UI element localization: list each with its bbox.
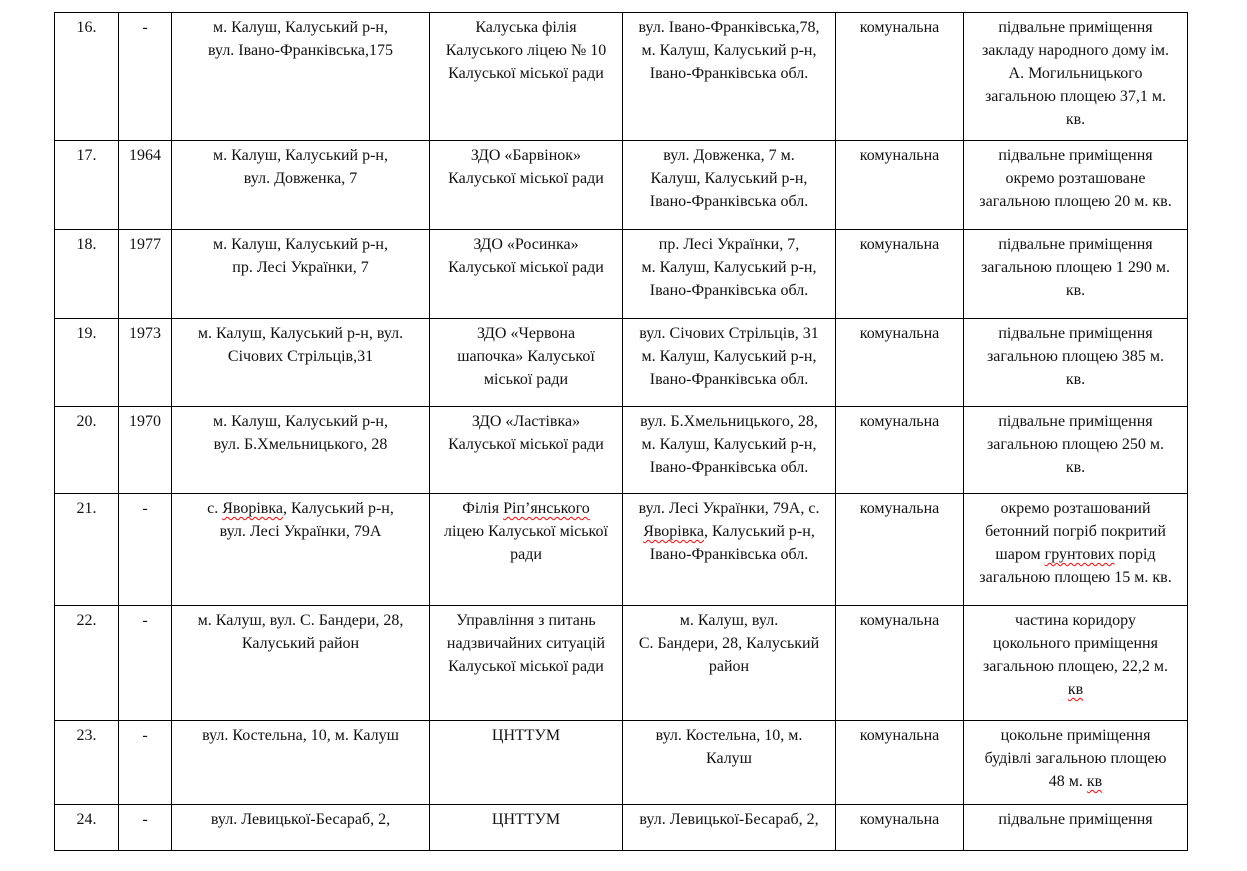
cell-line: Калуської міської ради — [448, 259, 604, 276]
cell-line — [967, 724, 1184, 747]
cell-line: кв. — [1065, 459, 1086, 476]
cell-year-built[interactable] — [119, 13, 172, 141]
cell-line — [967, 747, 1184, 770]
cell-premises-description[interactable] — [964, 606, 1188, 721]
cell-line: м. Калуш, вул. — [679, 612, 779, 629]
cell-line: вул. Левицької-Бесараб, 2, — [639, 811, 819, 828]
cell-line: кв. — [1065, 111, 1086, 128]
cell-line: 17. — [76, 147, 97, 164]
cell-row-number[interactable] — [55, 805, 119, 851]
cell-premises-description[interactable] — [964, 319, 1188, 407]
cell-line — [967, 497, 1184, 520]
cell-ownership-form[interactable] — [836, 721, 964, 805]
cell-line: підвальне приміщення — [998, 811, 1153, 828]
cell-line: - — [142, 811, 148, 828]
cell-line: надзвичайних ситуацій — [446, 635, 606, 652]
cell-line — [967, 609, 1184, 632]
cell-line: загальною площею 20 м. кв. — [979, 193, 1172, 210]
cell-line: 20. — [76, 413, 97, 430]
misspelled-word: кв — [1067, 681, 1084, 698]
cell-line: Калуська філія — [475, 19, 577, 36]
text-segment: цокольне приміщення — [1000, 727, 1151, 744]
cell-line: міської ради — [483, 371, 569, 388]
cell-row-number[interactable] — [55, 407, 119, 494]
text-segment: 48 м. — [1048, 773, 1087, 790]
cell-line: загальною площею 385 м. — [986, 348, 1165, 365]
cell-line — [626, 520, 832, 543]
cell-year-built[interactable] — [119, 606, 172, 721]
text-segment: вул. Лесі Українки, 79А — [219, 523, 382, 540]
table-row — [55, 606, 1188, 721]
cell-ownership-form[interactable] — [836, 319, 964, 407]
cell-line: пр. Лесі Українки, 7 — [232, 259, 369, 276]
cell-year-built[interactable] — [119, 805, 172, 851]
cell-line: Івано-Франківська обл. — [649, 193, 809, 210]
cell-line: 22. — [76, 612, 97, 629]
cell-year-built[interactable] — [119, 319, 172, 407]
cell-line: 1970 — [129, 413, 161, 430]
cell-line: Калуського ліцею № 10 — [445, 42, 607, 59]
cell-row-number[interactable] — [55, 230, 119, 319]
cell-premises-description[interactable] — [964, 13, 1188, 141]
cell-ownership-form[interactable] — [836, 407, 964, 494]
cell-line: підвальне приміщення — [998, 413, 1153, 430]
cell-institution-name[interactable] — [430, 141, 623, 230]
cell-line: Калуш — [705, 750, 752, 767]
cell-line — [433, 520, 619, 543]
cell-line: - — [142, 500, 148, 517]
text-segment: порід — [1114, 546, 1156, 563]
cell-line: Івано-Франківська обл. — [649, 459, 809, 476]
cell-line — [433, 543, 619, 566]
cell-line: м. Калуш, Калуський р-н, — [641, 259, 817, 276]
cell-line: 23. — [76, 727, 97, 744]
cell-object-address[interactable] — [172, 606, 430, 721]
cell-line — [626, 543, 832, 566]
cell-line: м. Калуш, Калуський р-н, — [212, 19, 388, 36]
table-row — [55, 141, 1188, 230]
cell-line: пр. Лесі Українки, 7, — [658, 236, 800, 253]
cell-premises-description[interactable] — [964, 721, 1188, 805]
cell-line: комунальна — [859, 811, 940, 828]
cell-line: 16. — [76, 19, 97, 36]
cell-premises-description[interactable] — [964, 230, 1188, 319]
cell-line: м. Калуш, Калуський р-н, — [641, 436, 817, 453]
cell-line: ЗДО «Росинка» — [473, 236, 579, 253]
cell-line: - — [142, 727, 148, 744]
cell-object-address[interactable] — [172, 721, 430, 805]
cell-line: Калуської міської ради — [448, 65, 604, 82]
cell-year-built[interactable] — [119, 721, 172, 805]
cell-line — [433, 497, 619, 520]
cell-line: 21. — [76, 500, 97, 517]
cell-line: Калуської міської ради — [448, 170, 604, 187]
cell-institution-name[interactable] — [430, 13, 623, 141]
cell-row-number[interactable] — [55, 606, 119, 721]
property-table — [54, 12, 1188, 851]
text-segment: цокольного приміщення — [993, 635, 1158, 652]
cell-line: Калуської міської ради — [448, 436, 604, 453]
cell-line: вул. Левицької-Бесараб, 2, — [210, 811, 391, 828]
cell-line: підвальне приміщення — [998, 19, 1153, 36]
text-segment: Філія — [462, 500, 504, 517]
cell-line: - — [142, 19, 148, 36]
cell-line: м. Калуш, вул. С. Бандери, 28, — [197, 612, 404, 629]
cell-line: комунальна — [859, 612, 940, 629]
text-segment: вул. Лесі Українки, 79А, с. — [638, 500, 820, 517]
cell-line: комунальна — [859, 500, 940, 517]
cell-line: кв. — [1065, 282, 1086, 299]
cell-line — [626, 497, 832, 520]
cell-premises-address[interactable] — [623, 13, 836, 141]
cell-line: комунальна — [859, 727, 940, 744]
cell-line: ЗДО «Барвінок» — [470, 147, 582, 164]
text-segment: , Калуський р-н, — [282, 500, 394, 517]
cell-year-built[interactable] — [119, 494, 172, 606]
cell-line: ЗДО «Червона — [476, 325, 576, 342]
cell-line — [967, 632, 1184, 655]
table-row — [55, 805, 1188, 851]
cell-line: вул. Б.Хмельницького, 28, — [640, 413, 818, 430]
cell-line: Управління з питань — [456, 612, 596, 629]
text-segment: частина коридору — [1015, 612, 1136, 629]
cell-line: загальною площею 37,1 м. — [984, 88, 1167, 105]
cell-institution-name[interactable] — [430, 606, 623, 721]
cell-line: підвальне приміщення — [998, 325, 1153, 342]
cell-institution-name[interactable] — [430, 319, 623, 407]
cell-institution-name[interactable] — [430, 494, 623, 606]
misspelled-word: Яворівка — [643, 523, 704, 540]
text-segment: загальною площею, 22,2 м. — [982, 658, 1169, 675]
cell-line: Івано-Франківська обл. — [649, 282, 809, 299]
cell-line: м. Калуш, Калуський р-н, вул. — [197, 325, 404, 342]
table-row — [55, 721, 1188, 805]
cell-ownership-form[interactable] — [836, 230, 964, 319]
cell-line: 24. — [76, 811, 97, 828]
misspelled-word: грунтових — [1044, 546, 1115, 563]
cell-year-built[interactable] — [119, 141, 172, 230]
cell-line: м. Калуш, Калуський р-н, — [212, 413, 388, 430]
cell-object-address[interactable] — [172, 319, 430, 407]
cell-ownership-form[interactable] — [836, 494, 964, 606]
cell-line: м. Калуш, Калуський р-н, — [641, 348, 817, 365]
cell-line: ЦНТТУМ — [491, 811, 561, 828]
cell-line — [967, 543, 1184, 566]
cell-line: комунальна — [859, 413, 940, 430]
cell-institution-name[interactable] — [430, 407, 623, 494]
table-row — [55, 13, 1188, 141]
cell-premises-address[interactable] — [623, 494, 836, 606]
text-segment: , Калуський р-н, — [703, 523, 815, 540]
cell-line: - — [142, 612, 148, 629]
text-segment: шаром — [995, 546, 1045, 563]
cell-object-address[interactable] — [172, 13, 430, 141]
cell-line — [175, 497, 426, 520]
table-row — [55, 494, 1188, 606]
cell-line: 19. — [76, 325, 97, 342]
cell-line: м. Калуш, Калуський р-н, — [212, 147, 388, 164]
cell-year-built[interactable] — [119, 230, 172, 319]
cell-premises-address[interactable] — [623, 805, 836, 851]
cell-year-built[interactable] — [119, 407, 172, 494]
table-body — [55, 13, 1188, 851]
cell-line: вул. Довженка, 7 — [243, 170, 358, 187]
cell-institution-name[interactable] — [430, 230, 623, 319]
cell-premises-description[interactable] — [964, 407, 1188, 494]
cell-line: Івано-Франківська обл. — [649, 65, 809, 82]
cell-line: комунальна — [859, 236, 940, 253]
cell-line: ЦНТТУМ — [491, 727, 561, 744]
cell-line: закладу народного дому ім. — [981, 42, 1170, 59]
cell-ownership-form[interactable] — [836, 13, 964, 141]
cell-line: Калуш, Калуський р-н, — [650, 170, 808, 187]
cell-line: С. Бандери, 28, Калуський — [638, 635, 820, 652]
cell-row-number[interactable] — [55, 494, 119, 606]
cell-line: комунальна — [859, 325, 940, 342]
cell-ownership-form[interactable] — [836, 805, 964, 851]
cell-line: ЗДО «Ластівка» — [471, 413, 581, 430]
cell-premises-address[interactable] — [623, 721, 836, 805]
text-segment: ради — [510, 546, 542, 563]
cell-line — [967, 655, 1184, 678]
cell-object-address[interactable] — [172, 141, 430, 230]
cell-object-address[interactable] — [172, 805, 430, 851]
cell-line: Калуської міської ради — [448, 658, 604, 675]
text-segment: бетонний погріб покритий — [985, 523, 1166, 540]
cell-line: м. Калуш, Калуський р-н, — [212, 236, 388, 253]
cell-premises-address[interactable] — [623, 606, 836, 721]
cell-line: підвальне приміщення — [998, 147, 1153, 164]
cell-row-number[interactable] — [55, 319, 119, 407]
cell-premises-description[interactable] — [964, 494, 1188, 606]
cell-line: район — [708, 658, 750, 675]
cell-institution-name[interactable] — [430, 721, 623, 805]
cell-line: вул. Костельна, 10, м. — [655, 727, 803, 744]
cell-ownership-form[interactable] — [836, 141, 964, 230]
misspelled-word: Яворівка — [222, 500, 283, 517]
cell-line: шапочка» Калуської — [457, 348, 595, 365]
cell-institution-name[interactable] — [430, 805, 623, 851]
cell-line: комунальна — [859, 19, 940, 36]
misspelled-word: Ріп’янського — [503, 500, 590, 517]
cell-line — [967, 520, 1184, 543]
cell-line: 18. — [76, 236, 97, 253]
misspelled-word: кв — [1086, 773, 1103, 790]
cell-row-number[interactable] — [55, 141, 119, 230]
cell-line: загальною площею 1 290 м. — [980, 259, 1171, 276]
text-segment: будівлі загальною площею — [984, 750, 1167, 767]
cell-line: Січових Стрільців,31 — [227, 348, 374, 365]
text-segment: загальною площею 15 м. кв. — [979, 569, 1172, 586]
cell-line: вул. Січових Стрільців, 31 — [639, 325, 819, 342]
cell-line: 1973 — [129, 325, 161, 342]
text-segment: ліцею Калуської міської — [444, 523, 608, 540]
text-segment: окремо розташований — [1000, 500, 1151, 517]
cell-object-address[interactable] — [172, 230, 430, 319]
cell-object-address[interactable] — [172, 407, 430, 494]
cell-line — [967, 566, 1184, 589]
cell-line: вул. Івано-Франківська,78, — [638, 19, 820, 36]
cell-line: Калуський район — [241, 635, 360, 652]
cell-line: 1964 — [129, 147, 161, 164]
cell-line: кв. — [1065, 371, 1086, 388]
table-row — [55, 319, 1188, 407]
cell-premises-description[interactable] — [964, 805, 1188, 851]
cell-line: Івано-Франківська обл. — [649, 371, 809, 388]
cell-line: вул. Б.Хмельницького, 28 — [213, 436, 388, 453]
cell-line: підвальне приміщення — [998, 236, 1153, 253]
cell-premises-address[interactable] — [623, 141, 836, 230]
cell-row-number[interactable] — [55, 721, 119, 805]
cell-line: вул. Івано-Франківська,175 — [208, 42, 393, 59]
cell-premises-address[interactable] — [623, 230, 836, 319]
text-segment: Івано-Франківська обл. — [649, 546, 809, 563]
cell-line: загальною площею 250 м. — [986, 436, 1165, 453]
cell-ownership-form[interactable] — [836, 606, 964, 721]
table-row — [55, 407, 1188, 494]
cell-line: м. Калуш, Калуський р-н, — [641, 42, 817, 59]
cell-row-number[interactable] — [55, 13, 119, 141]
cell-line: вул. Костельна, 10, м. Калуш — [202, 727, 399, 744]
cell-premises-address[interactable] — [623, 319, 836, 407]
text-segment: с. — [207, 500, 223, 517]
cell-line: вул. Довженка, 7 м. — [663, 147, 795, 164]
cell-line — [967, 678, 1184, 701]
cell-premises-address[interactable] — [623, 407, 836, 494]
cell-line — [967, 770, 1184, 793]
cell-line: комунальна — [859, 147, 940, 164]
cell-object-address[interactable] — [172, 494, 430, 606]
cell-line — [175, 520, 426, 543]
table-row — [55, 230, 1188, 319]
cell-line: 1977 — [129, 236, 161, 253]
cell-line: А. Могильницького — [1008, 65, 1143, 82]
cell-premises-description[interactable] — [964, 141, 1188, 230]
cell-line: окремо розташоване — [1005, 170, 1146, 187]
